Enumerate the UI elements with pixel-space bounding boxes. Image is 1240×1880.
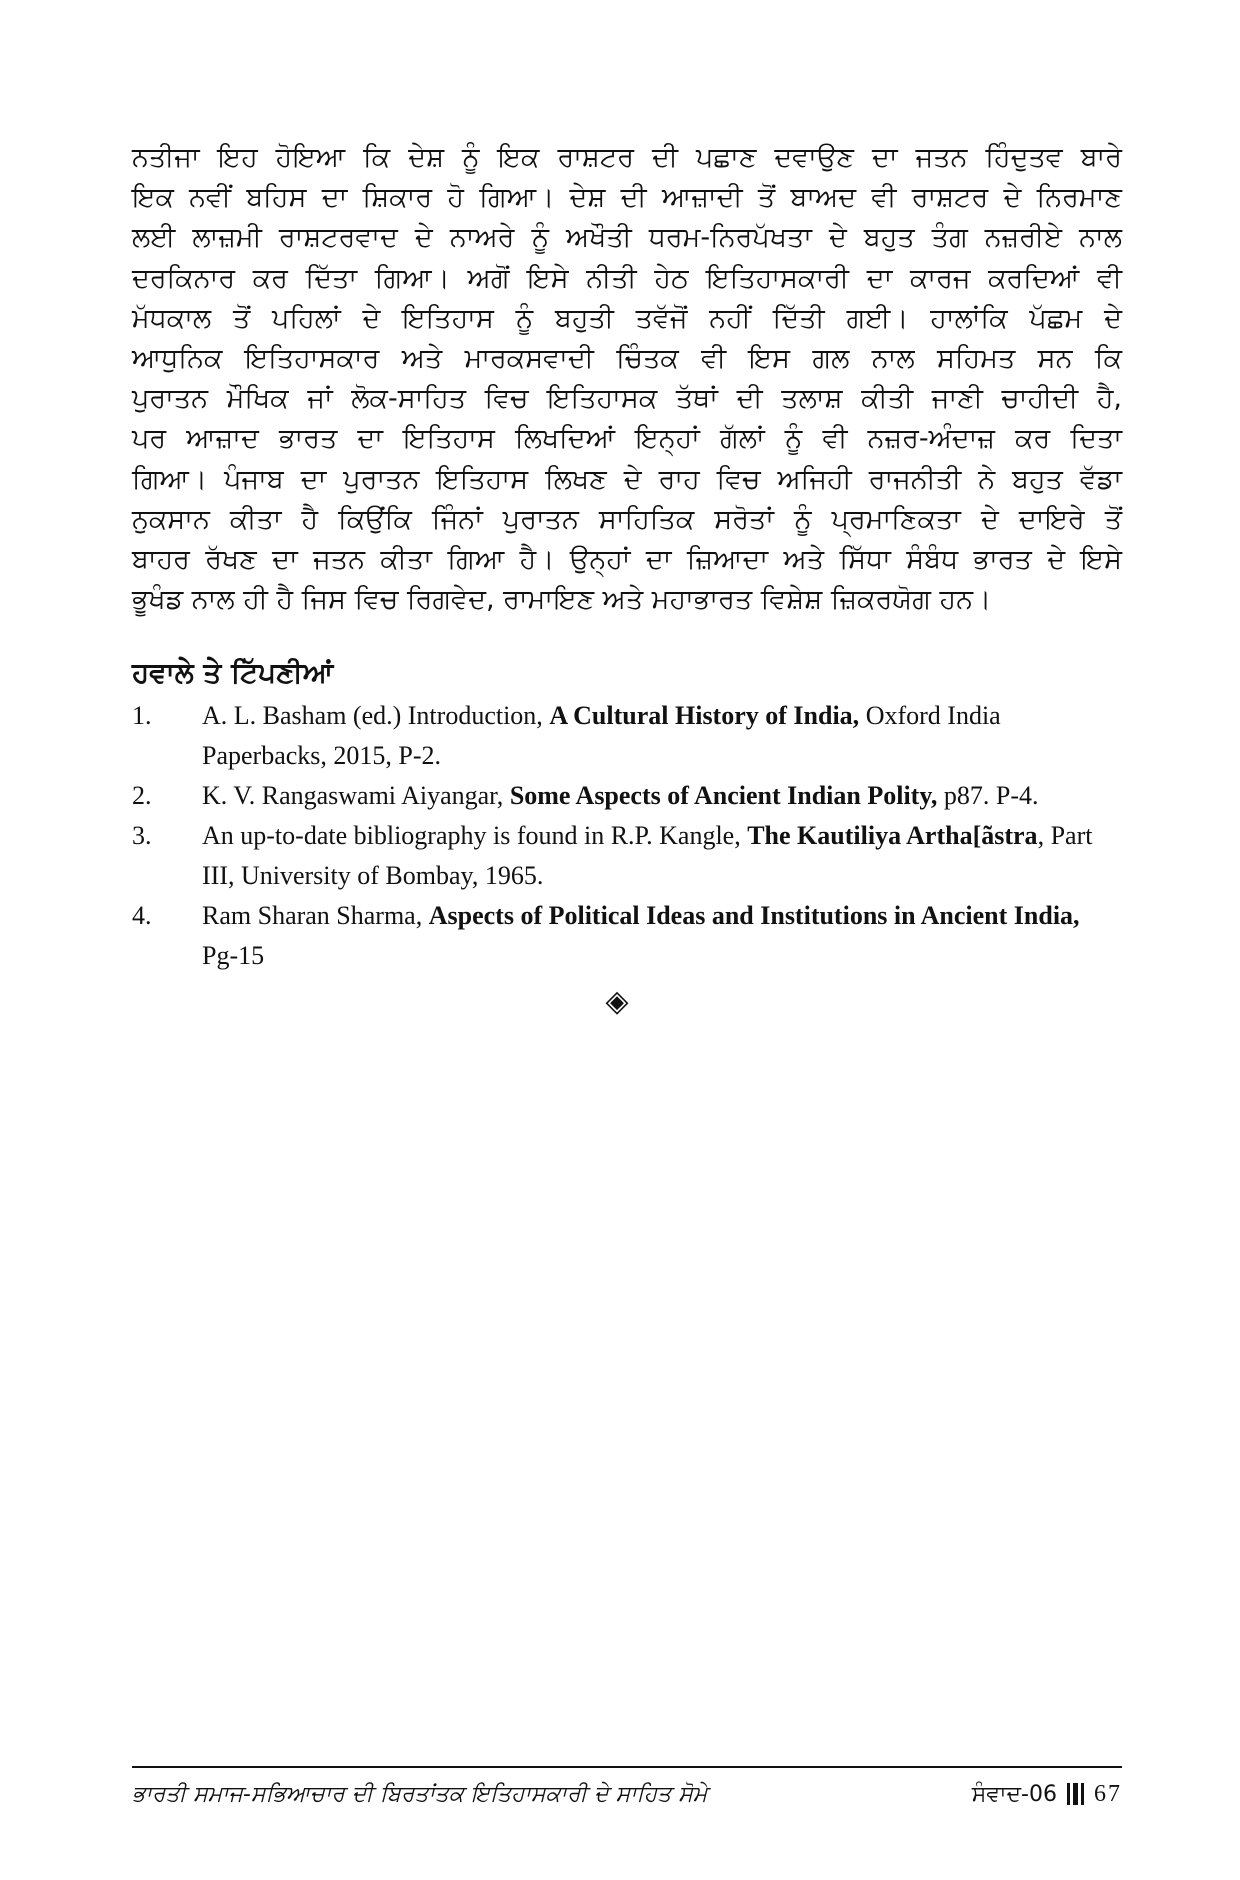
- reference-title: Some Aspects of Ancient Indian Polity,: [509, 781, 938, 811]
- body-line: ਪਰ ਆਜ਼ਾਦ ਭਾਰਤ ਦਾ ਇਤਿਹਾਸ ਲਿਖਦਿਆਂ ਇਨ੍ਹਾਂ ਗੱਲਾਂ ਨੂੰ ਵੀ ਨਜ਼ਰ-ਅੰਦਾਜ਼ ਕਰ ਦਿਤਾ: [132, 423, 1122, 455]
- body-line: ਆਧੁਨਿਕ ਇਤਿਹਾਸਕਾਰ ਅਤੇ ਮਾਰਕਸਵਾਦੀ ਚਿੰਤਕ ਵੀ ਇਸ ਗਲ ਨਾਲ ਸਹਿਮਤ ਸਨ ਕਿ: [132, 343, 1122, 375]
- footer-divider: [132, 1766, 1122, 1768]
- reference-prefix: K. V. Rangaswami Aiyangar,: [202, 781, 510, 811]
- body-line: ਪੁਰਾਤਨ ਮੌਖਿਕ ਜਾਂ ਲੋਕ-ਸਾਹਿਤ ਵਿਚ ਇਤਿਹਾਸਕ ਤੱਥਾਂ ਦੀ ਤਲਾਸ਼ ਕੀਤੀ ਜਾਣੀ ਚਾਹੀਦੀ ਹੈ,: [132, 383, 1122, 415]
- separator-bars-icon: [1067, 1783, 1084, 1805]
- reference-item: [132, 896, 1122, 976]
- body-line: ਨਤੀਜਾ ਇਹ ਹੋਇਆ ਕਿ ਦੇਸ਼ ਨੂੰ ਇਕ ਰਾਸ਼ਟਰ ਦੀ ਪਛਾਣ ਦਵਾਉਣ ਦਾ ਜਤਨ ਹਿੰਦੁਤਵ ਬਾਰੇ: [132, 142, 1122, 173]
- reference-prefix: Ram Sharan Sharma,: [202, 901, 429, 931]
- body-line: ਮੱਧਕਾਲ ਤੋਂ ਪਹਿਲਾਂ ਦੇ ਇਤਿਹਾਸ ਨੂੰ ਬਹੁਤੀ ਤਵੱਜੋਂ ਨਹੀਂ ਦਿੱਤੀ ਗਈ। ਹਾਲਾਂਕਿ ਪੱਛਮ ਦੇ: [132, 302, 1122, 334]
- reference-text: [202, 776, 1122, 816]
- reference-suffix: p87. P-4.: [937, 781, 1039, 811]
- reference-suffix: Oxford India Paperbacks, 2015, P-2.: [202, 701, 1001, 771]
- references-list: [132, 696, 1122, 976]
- page-footer: [132, 1774, 1122, 1814]
- body-line: ਇਕ ਨਵੀਂ ਬਹਿਸ ਦਾ ਸ਼ਿਕਾਰ ਹੋ ਗਿਆ। ਦੇਸ਼ ਦੀ ਆਜ਼ਾਦੀ ਤੋਂ ਬਾਅਦ ਵੀ ਰਾਸ਼ਟਰ ਦੇ ਨਿਰਮਾਣ: [132, 182, 1122, 214]
- running-title: ਭਾਰਤੀ ਸਮਾਜ-ਸਭਿਆਚਾਰ ਦੀ ਬਿਰਤਾਂਤਕ ਇਤਿਹਾਸਕਾਰੀ ਦੇ ਸਾਹਿਤ ਸੋਮੇ: [132, 1781, 708, 1807]
- body-line: ਗਿਆ। ਪੰਜਾਬ ਦਾ ਪੁਰਾਤਨ ਇਤਿਹਾਸ ਲਿਖਣ ਦੇ ਰਾਹ ਵਿਚ ਅਜਿਹੀ ਰਾਜਨੀਤੀ ਨੇ ਬਹੁਤ ਵੱਡਾ: [132, 463, 1122, 495]
- reference-item: [132, 776, 1122, 816]
- reference-number: 3.: [132, 821, 152, 851]
- reference-number: 1.: [132, 701, 152, 731]
- reference-text: [202, 816, 1122, 896]
- reference-title: A Cultural History of India,: [549, 701, 860, 731]
- page-number: 67: [1094, 1780, 1122, 1807]
- body-line: ਨੁਕਸਾਨ ਕੀਤਾ ਹੈ ਕਿਉਂਕਿ ਜਿੰਨਾਂ ਪੁਰਾਤਨ ਸਾਹਿਤਿਕ ਸਰੋਤਾਂ ਨੂੰ ਪ੍ਰਮਾਣਿਕਤਾ ਦੇ ਦਾਇਰੇ ਤੋਂ: [132, 503, 1122, 535]
- diamond-ornament-icon: ◈: [605, 984, 629, 1020]
- references-heading: ਹਵਾਲੇ ਤੇ ਟਿੱਪਣੀਆਂ: [132, 656, 334, 690]
- footer-folio: [972, 1781, 1122, 1808]
- body-line: ਲਈ ਲਾਜ਼ਮੀ ਰਾਸ਼ਟਰਵਾਦ ਦੇ ਨਾਅਰੇ ਨੂੰ ਅਖੌਤੀ ਧਰਮ-ਨਿਰਪੱਖਤਾ ਦੇ ਬਹੁਤ ਤੰਗ ਨਜ਼ਰੀਏ ਨਾਲ: [132, 222, 1122, 254]
- reference-prefix: An up-to-date bibliography is found in R.P. Kangle,: [202, 821, 748, 851]
- page-content: [132, 138, 1122, 1019]
- reference-text: [202, 696, 1122, 776]
- reference-suffix: Pg-15: [202, 941, 265, 971]
- journal-name: ਸੰਵਾਦ-06: [971, 1781, 1057, 1807]
- reference-item: [132, 816, 1122, 896]
- reference-title: Aspects of Political Ideas and Institutions in Ancient India,: [428, 901, 1080, 931]
- body-paragraph: [132, 138, 1122, 620]
- reference-number: 2.: [132, 781, 152, 811]
- body-line: ਭੂਖੰਡ ਨਾਲ ਹੀ ਹੈ ਜਿਸ ਵਿਚ ਰਿਗਵੇਦ, ਰਾਮਾਇਣ ਅਤੇ ਮਹਾਭਾਰਤ ਵਿਸ਼ੇਸ਼ ਜ਼ਿਕਰਯੋਗ ਹਨ।: [132, 584, 992, 616]
- reference-number: 4.: [132, 901, 152, 931]
- reference-title: The Kautiliya Artha[ãstra: [747, 821, 1038, 851]
- reference-prefix: A. L. Basham (ed.) Introduction,: [202, 701, 550, 731]
- body-line: ਦਰਕਿਨਾਰ ਕਰ ਦਿੱਤਾ ਗਿਆ। ਅਗੋਂ ਇਸੇ ਨੀਤੀ ਹੇਠ ਇਤਿਹਾਸਕਾਰੀ ਦਾ ਕਾਰਜ ਕਰਦਿਆਂ ਵੀ: [132, 262, 1122, 294]
- reference-text: [202, 896, 1122, 976]
- reference-suffix: , Part III, University of Bombay, 1965.: [202, 821, 1093, 891]
- body-line: ਬਾਹਰ ਰੱਖਣ ਦਾ ਜਤਨ ਕੀਤਾ ਗਿਆ ਹੈ। ਉਨ੍ਹਾਂ ਦਾ ਜ਼ਿਆਦਾ ਅਤੇ ਸਿੱਧਾ ਸੰਬੰਧ ਭਾਰਤ ਦੇ ਇਸੇ: [132, 544, 1122, 576]
- reference-item: [132, 696, 1122, 776]
